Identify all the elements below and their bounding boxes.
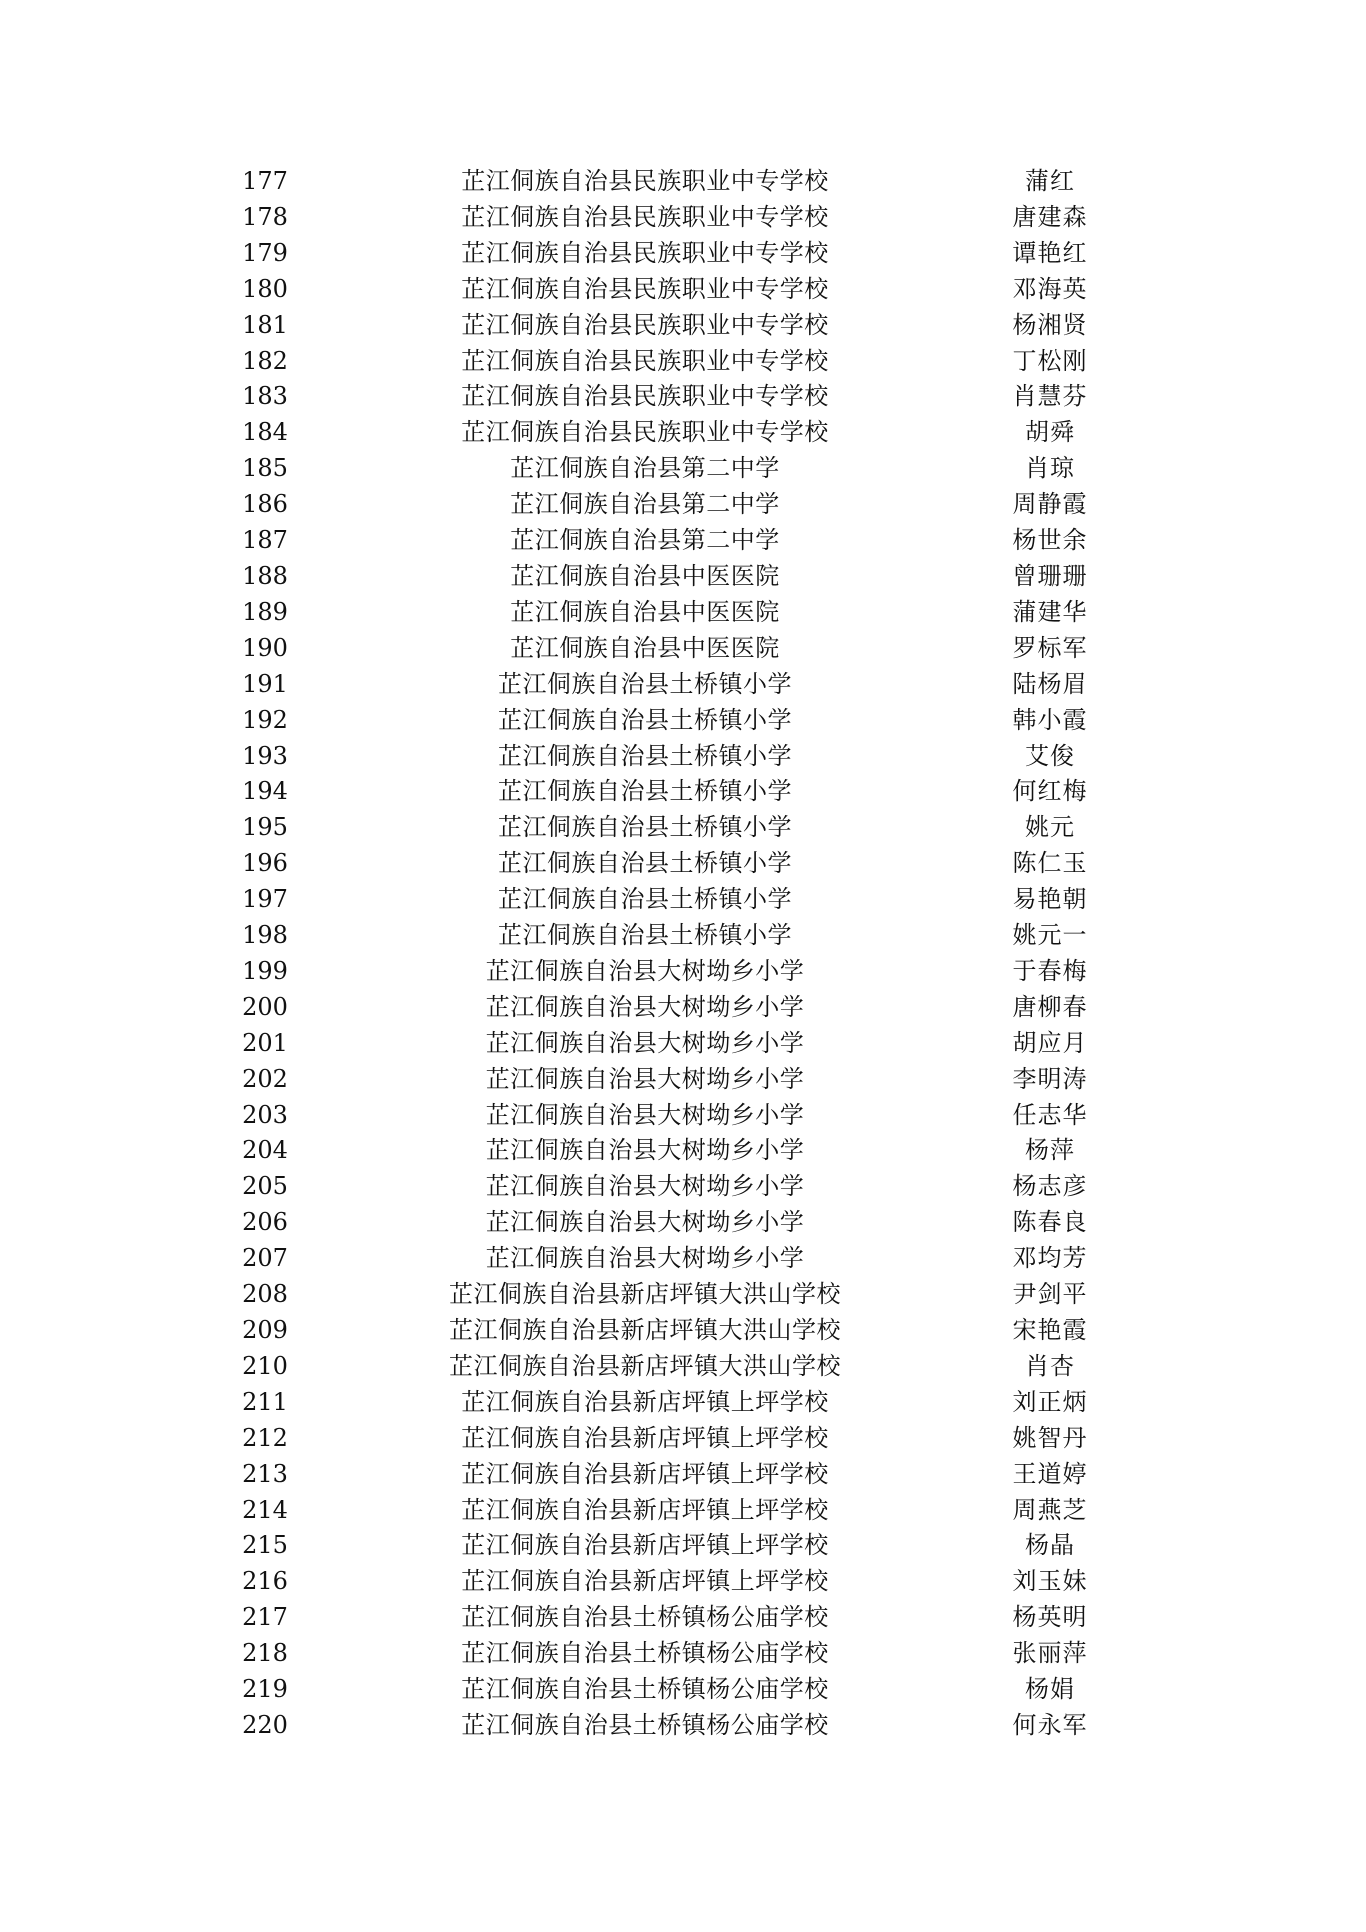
row-person-name: 曾珊珊 — [1012, 561, 1088, 590]
row-school: 芷江侗族自治县中医医院 — [510, 633, 780, 662]
table-row — [0, 415, 1366, 451]
row-index: 191 — [242, 669, 288, 698]
table-row — [0, 487, 1366, 523]
table-row — [0, 1313, 1366, 1349]
table-row — [0, 379, 1366, 415]
row-person-name: 丁松刚 — [1012, 346, 1088, 375]
row-school: 芷江侗族自治县新店坪镇大洪山学校 — [449, 1316, 841, 1344]
row-person-name: 姚元一 — [1012, 921, 1088, 950]
row-school: 芷江侗族自治县土桥镇小学 — [498, 849, 792, 878]
row-index: 214 — [242, 1495, 288, 1524]
row-index: 219 — [242, 1675, 288, 1704]
row-person-name: 宋艳霞 — [1012, 1316, 1088, 1344]
table-row — [0, 451, 1366, 487]
row-person-name: 胡舜 — [1025, 418, 1075, 447]
row-person-name: 姚智丹 — [1012, 1423, 1088, 1452]
row-person-name: 李明涛 — [1012, 1064, 1088, 1093]
row-index: 206 — [242, 1208, 288, 1237]
row-school: 芷江侗族自治县民族职业中专学校 — [461, 346, 829, 375]
row-school: 芷江侗族自治县第二中学 — [510, 454, 780, 483]
row-index: 212 — [242, 1423, 288, 1452]
row-person-name: 杨晶 — [1025, 1531, 1075, 1560]
row-person-name: 杨娟 — [1025, 1675, 1075, 1704]
row-person-name: 胡应月 — [1012, 1028, 1088, 1057]
table-row — [0, 308, 1366, 344]
row-index: 220 — [242, 1710, 288, 1739]
row-index: 186 — [242, 490, 288, 519]
table-row — [0, 918, 1366, 954]
row-school: 芷江侗族自治县大树坳乡小学 — [485, 1244, 805, 1273]
table-row — [0, 200, 1366, 236]
row-index: 203 — [242, 1100, 288, 1129]
row-person-name: 何红梅 — [1012, 777, 1088, 806]
row-person-name: 任志华 — [1012, 1100, 1088, 1129]
table-row — [0, 774, 1366, 810]
row-school: 芷江侗族自治县新店坪镇大洪山学校 — [449, 1351, 841, 1380]
row-index: 215 — [242, 1531, 288, 1560]
row-school: 芷江侗族自治县土桥镇小学 — [498, 741, 792, 770]
table-row — [0, 1098, 1366, 1134]
row-school: 芷江侗族自治县新店坪镇上坪学校 — [461, 1567, 829, 1596]
row-index: 197 — [242, 885, 288, 914]
table-row — [0, 990, 1366, 1026]
row-person-name: 肖慧芬 — [1012, 382, 1088, 411]
row-index: 184 — [242, 418, 288, 447]
row-school: 芷江侗族自治县民族职业中专学校 — [461, 418, 829, 447]
row-school: 芷江侗族自治县大树坳乡小学 — [485, 1064, 805, 1093]
row-person-name: 蒲建华 — [1012, 597, 1088, 626]
row-school: 芷江侗族自治县新店坪镇上坪学校 — [461, 1387, 829, 1416]
table-row — [0, 1708, 1366, 1744]
row-school: 芷江侗族自治县土桥镇小学 — [498, 885, 792, 914]
row-index: 199 — [242, 956, 288, 985]
row-person-name: 艾俊 — [1025, 741, 1075, 770]
row-school: 芷江侗族自治县大树坳乡小学 — [485, 992, 805, 1021]
row-school: 芷江侗族自治县大树坳乡小学 — [485, 1100, 805, 1129]
row-person-name: 易艳朝 — [1012, 885, 1088, 914]
table-row — [0, 1564, 1366, 1600]
row-school: 芷江侗族自治县民族职业中专学校 — [461, 238, 829, 267]
row-index: 179 — [242, 238, 288, 267]
row-index: 183 — [242, 382, 288, 411]
row-person-name: 尹剑平 — [1012, 1280, 1088, 1309]
row-index: 205 — [242, 1172, 288, 1201]
row-school: 芷江侗族自治县大树坳乡小学 — [485, 1136, 805, 1165]
table-row — [0, 667, 1366, 703]
row-person-name: 陈春良 — [1012, 1208, 1088, 1237]
table-row — [0, 1349, 1366, 1385]
row-index: 209 — [242, 1316, 288, 1344]
row-index: 181 — [242, 310, 288, 339]
table-row — [0, 1672, 1366, 1708]
row-school: 芷江侗族自治县民族职业中专学校 — [461, 382, 829, 411]
table-row — [0, 1493, 1366, 1529]
table-row — [0, 1636, 1366, 1672]
row-school: 芷江侗族自治县民族职业中专学校 — [461, 167, 829, 195]
row-school: 芷江侗族自治县中医医院 — [510, 561, 780, 590]
row-index: 190 — [242, 633, 288, 662]
row-school: 芷江侗族自治县土桥镇小学 — [498, 813, 792, 842]
table-row — [0, 344, 1366, 380]
table-row — [0, 559, 1366, 595]
table-row — [0, 846, 1366, 882]
table-row — [0, 1205, 1366, 1241]
row-person-name: 邓均芳 — [1012, 1244, 1088, 1273]
table-row — [0, 1600, 1366, 1636]
table-row — [0, 810, 1366, 846]
row-index: 195 — [242, 813, 288, 842]
row-school: 芷江侗族自治县民族职业中专学校 — [461, 310, 829, 339]
row-person-name: 谭艳红 — [1012, 238, 1088, 267]
row-person-name: 杨萍 — [1025, 1136, 1075, 1165]
row-school: 芷江侗族自治县中医医院 — [510, 597, 780, 626]
row-school: 芷江侗族自治县土桥镇小学 — [498, 669, 792, 698]
row-person-name: 姚元 — [1025, 813, 1075, 842]
table-row — [0, 1457, 1366, 1493]
row-person-name: 刘正炳 — [1012, 1387, 1088, 1416]
row-school: 芷江侗族自治县新店坪镇上坪学校 — [461, 1459, 829, 1488]
row-person-name: 唐柳春 — [1012, 992, 1088, 1021]
table-row — [0, 739, 1366, 775]
table-row — [0, 703, 1366, 739]
row-school: 芷江侗族自治县土桥镇小学 — [498, 777, 792, 806]
row-person-name: 于春梅 — [1012, 956, 1088, 985]
row-index: 217 — [242, 1603, 288, 1632]
row-index: 178 — [242, 202, 288, 231]
row-index: 194 — [242, 777, 288, 806]
row-index: 185 — [242, 454, 288, 483]
row-school: 芷江侗族自治县土桥镇小学 — [498, 921, 792, 950]
table-row — [0, 236, 1366, 272]
table-row — [0, 954, 1366, 990]
row-school: 芷江侗族自治县民族职业中专学校 — [461, 202, 829, 231]
table-row — [0, 272, 1366, 308]
row-school: 芷江侗族自治县大树坳乡小学 — [485, 1208, 805, 1237]
row-person-name: 张丽萍 — [1012, 1639, 1088, 1668]
table-row — [0, 1421, 1366, 1457]
row-person-name: 罗标军 — [1012, 633, 1088, 662]
row-index: 196 — [242, 849, 288, 878]
row-school: 芷江侗族自治县土桥镇小学 — [498, 705, 792, 734]
row-index: 210 — [242, 1351, 288, 1380]
row-index: 198 — [242, 921, 288, 950]
table-row — [0, 595, 1366, 631]
row-person-name: 邓海英 — [1012, 274, 1088, 303]
row-person-name: 肖琼 — [1025, 454, 1075, 483]
row-school: 芷江侗族自治县新店坪镇上坪学校 — [461, 1531, 829, 1560]
row-person-name: 肖杏 — [1025, 1351, 1075, 1380]
table-row — [0, 1277, 1366, 1313]
table-row — [0, 1026, 1366, 1062]
row-index: 202 — [242, 1064, 288, 1093]
table-row — [0, 631, 1366, 667]
row-person-name: 陈仁玉 — [1012, 849, 1088, 878]
row-person-name: 杨志彦 — [1012, 1172, 1088, 1201]
personnel-list-table — [0, 164, 1366, 1744]
row-person-name: 杨世余 — [1012, 526, 1088, 555]
row-person-name: 蒲红 — [1025, 167, 1075, 195]
row-person-name: 王道婷 — [1012, 1459, 1088, 1488]
row-person-name: 刘玉妹 — [1012, 1567, 1088, 1596]
row-index: 201 — [242, 1028, 288, 1057]
row-person-name: 何永军 — [1012, 1710, 1088, 1739]
row-index: 177 — [242, 167, 288, 195]
row-index: 193 — [242, 741, 288, 770]
table-row — [0, 164, 1366, 200]
row-person-name: 杨英明 — [1012, 1603, 1088, 1632]
row-person-name: 周静霞 — [1012, 490, 1088, 519]
row-index: 204 — [242, 1136, 288, 1165]
row-person-name: 韩小霞 — [1012, 705, 1088, 734]
table-row — [0, 1062, 1366, 1098]
table-row — [0, 1241, 1366, 1277]
table-row — [0, 882, 1366, 918]
row-index: 192 — [242, 705, 288, 734]
table-row — [0, 1528, 1366, 1564]
row-person-name: 周燕芝 — [1012, 1495, 1088, 1524]
row-index: 188 — [242, 561, 288, 590]
row-school: 芷江侗族自治县大树坳乡小学 — [485, 956, 805, 985]
row-index: 207 — [242, 1244, 288, 1273]
table-row — [0, 523, 1366, 559]
row-school: 芷江侗族自治县新店坪镇大洪山学校 — [449, 1280, 841, 1309]
row-index: 187 — [242, 526, 288, 555]
row-school: 芷江侗族自治县土桥镇杨公庙学校 — [461, 1603, 829, 1632]
table-row — [0, 1169, 1366, 1205]
row-school: 芷江侗族自治县新店坪镇上坪学校 — [461, 1423, 829, 1452]
table-row — [0, 1133, 1366, 1169]
row-school: 芷江侗族自治县新店坪镇上坪学校 — [461, 1495, 829, 1524]
table-row — [0, 1385, 1366, 1421]
row-index: 218 — [242, 1639, 288, 1668]
row-school: 芷江侗族自治县第二中学 — [510, 490, 780, 519]
row-school: 芷江侗族自治县土桥镇杨公庙学校 — [461, 1710, 829, 1739]
row-school: 芷江侗族自治县土桥镇杨公庙学校 — [461, 1675, 829, 1704]
row-index: 182 — [242, 346, 288, 375]
row-index: 189 — [242, 597, 288, 626]
row-index: 208 — [242, 1280, 288, 1309]
row-index: 200 — [242, 992, 288, 1021]
row-school: 芷江侗族自治县第二中学 — [510, 526, 780, 555]
row-school: 芷江侗族自治县土桥镇杨公庙学校 — [461, 1639, 829, 1668]
row-person-name: 陆杨眉 — [1012, 669, 1088, 698]
row-person-name: 唐建森 — [1012, 202, 1088, 231]
row-index: 216 — [242, 1567, 288, 1596]
row-index: 213 — [242, 1459, 288, 1488]
row-school: 芷江侗族自治县大树坳乡小学 — [485, 1172, 805, 1201]
row-school: 芷江侗族自治县民族职业中专学校 — [461, 274, 829, 303]
row-school: 芷江侗族自治县大树坳乡小学 — [485, 1028, 805, 1057]
row-person-name: 杨湘贤 — [1012, 310, 1088, 339]
row-index: 211 — [242, 1387, 288, 1416]
row-index: 180 — [242, 274, 288, 303]
